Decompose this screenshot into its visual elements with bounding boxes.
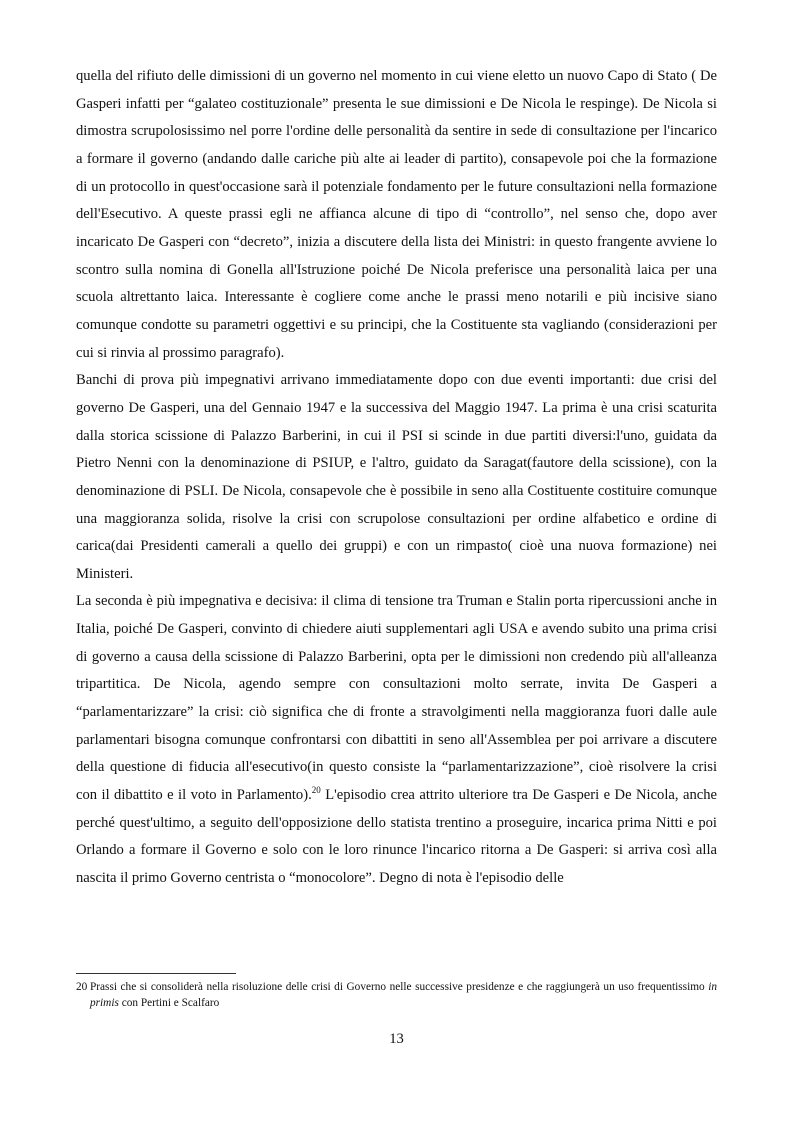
footnote-text-italic: in primis	[90, 981, 717, 1009]
footnote	[76, 979, 717, 1011]
footnote-number: 20	[76, 981, 88, 993]
footnote-text-b: con Pertini e Scalfaro	[118, 997, 220, 1009]
footnote-reference[interactable]: 20	[311, 785, 321, 796]
footnote-text-a: Prassi che si consoliderà nella risoluzione delle crisi di Governo nelle successive presidenze e che raggiungerà un uso frequentissimo	[90, 981, 709, 993]
footnote-text	[76, 979, 717, 1011]
paragraph-3-part-b: L'episodio crea attrito ulteriore tra De Gasperi e De Nicola, anche perché quest'ultimo, a seguito dell'opposizione dello statista trentino a proseguire, incarica prima Nitti e poi Orlando a formare il Governo e solo con le loro rinunce l'incarico ritorna a De Gasperi: si arriva così alla nascita il primo Governo centrista o “monocolore”. Degno di nota è l'episodio delle	[76, 787, 717, 887]
page-number: 13	[389, 1031, 404, 1047]
paragraph-3	[76, 588, 717, 892]
body-text	[76, 63, 717, 893]
paragraph-1: quella del rifiuto delle dimissioni di un governo nel momento in cui viene eletto un nuovo Capo di Stato ( De Gasperi infatti per “galateo costituzionale” presenta le sue dimissioni e De Nicola le respinge). De Nicola si dimostra scrupolosissimo nel porre l'ordine delle personalità da sentire in sede di consultazione per l'incarico a formare il governo (andando dalle cariche più alte ai leader di partito), consapevole poi che la formazione di un protocollo in quest'occasione sarà il potenziale fondamento per le future consultazioni nella formazione dell'Esecutivo. A queste prassi egli ne affianca alcune di tipo di “controllo”, nel senso che, dopo aver incaricato De Gasperi con “decreto”, inizia a discutere della lista dei Ministri: in questo frangente avviene lo scontro sulla nomina di Gonella all'Istruzione poiché De Nicola preferisce una personalità laica per una scuola altrettanto laica. Interessante è cogliere come anche le prassi meno notarili e più incisive siano comunque condotte su parametri oggettivi e su principi, che la Costituente sta vagliando (considerazioni per cui si rinvia al prossimo paragrafo).	[76, 68, 717, 361]
paragraph-3-part-a: La seconda è più impegnativa e decisiva: il clima di tensione tra Truman e Stalin porta ripercussioni anche in Italia, poiché De Gasperi, convinto di chiedere aiuti supplementari agli USA e avendo subito una prima crisi di governo a causa della scissione di Palazzo Barberini, opta per le dimissioni non credendo più all'alleanza tripartitica. De Nicola, agendo sempre con consultazioni molto serrate, invita De Gasperi a “parlamentarizzare” la crisi: ciò significa che di fronte a stravolgimenti nella maggioranza fuori dalle aule parlamentari bisogna comunque confrontarsi con dibattiti in seno all'Assemblea per poi arrivare a discutere della questione di fiducia all'esecutivo(in questo consiste la “parlamentarizzazione”, cioè risolvere la crisi con il dibattito e il voto in Parlamento).	[76, 593, 717, 804]
footnote-separator	[76, 973, 236, 974]
paragraph-2: Banchi di prova più impegnativi arrivano immediatamente dopo con due eventi importanti: due crisi del governo De Gasperi, una del Gennaio 1947 e la successiva del Maggio 1947. La prima è una crisi scaturita dalla storica scissione di Palazzo Barberini, in cui il PSI si scinde in due partiti diversi:l'uno, guidata da Pietro Nenni con la denominazione di PSIUP, e l'altro, guidato da Saragat(fautore della scissione), con la denominazione di PSLI. De Nicola, consapevole che è possibile in seno alla Costituente costituire comunque una maggioranza solida, risolve la crisi con scrupolose consultazioni per ordine alfabetico e ordine di carica(dai Presidenti camerali a quello dei gruppi) e con un rimpasto( cioè una nuova formazione) nei Ministeri.	[76, 372, 717, 582]
